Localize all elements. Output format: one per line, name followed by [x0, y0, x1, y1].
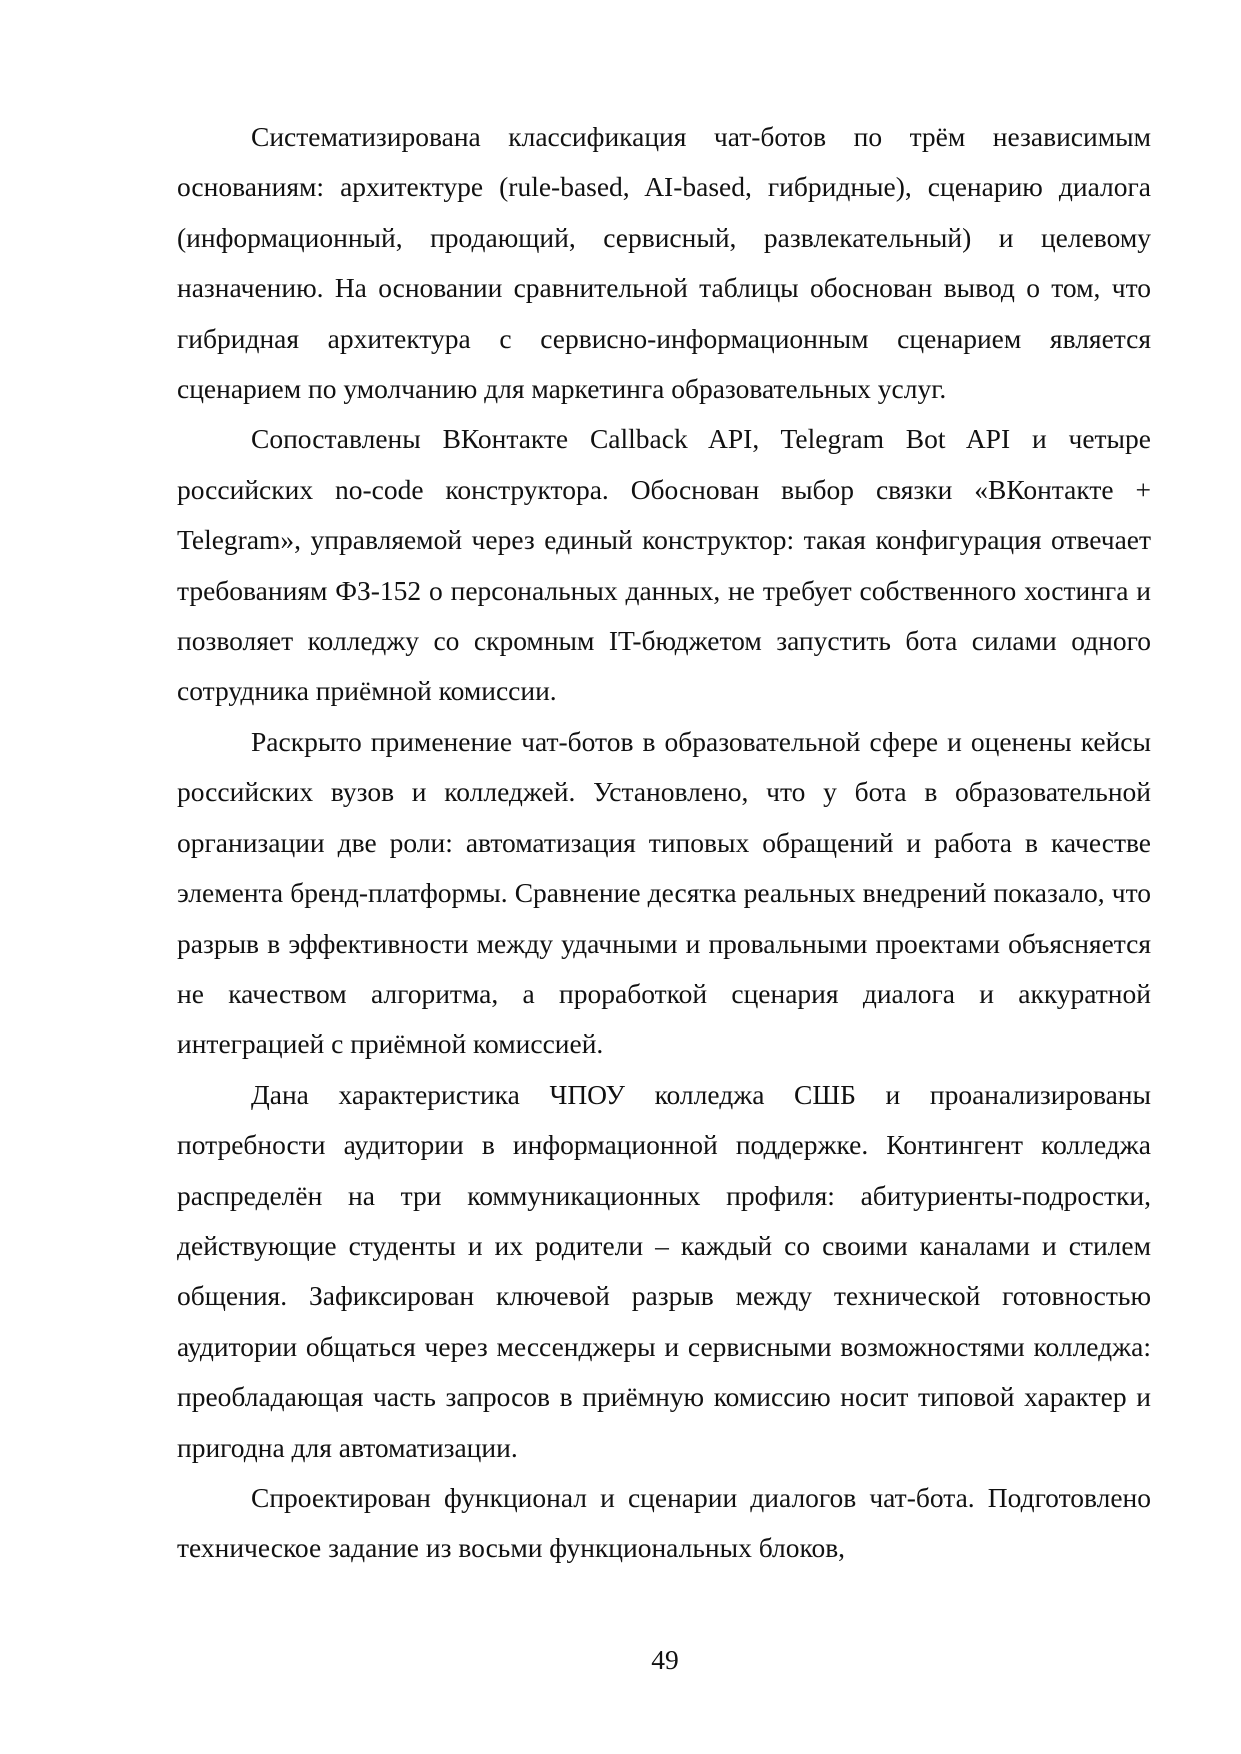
body-text: [177, 112, 1151, 1574]
page-number: 49: [651, 1644, 679, 1675]
paragraph-platforms: Сопоставлены ВКонтакте Callback API, Telegram Bot API и четыре российских no-code конструктора. Обоснован выбор связки «ВКонтакте + Telegram», управляемой через единый конструктор: такая конфигурация отвечает требованиям ФЗ-152 о персональных данных, не требует собственного хостинга и позволяет колледжу со скромным IT-бюджетом запустить бота силами одного сотрудника приёмной комиссии.: [177, 423, 1151, 707]
paragraph-education-cases: Раскрыто применение чат-ботов в образовательной сфере и оценены кейсы российских вузов и колледжей. Установлено, что у бота в образовательной организации две роли: автоматизация типовых обращений и работа в качестве элемента бренд-платформы. Сравнение десятка реальных внедрений показало, что разрыв в эффективности между удачными и провальными проектами объясняется не качеством алгоритма, а проработкой сценария диалога и аккуратной интеграцией с приёмной комиссией.: [177, 725, 1151, 1060]
paragraph-design: Спроектирован функционал и сценарии диалогов чат-бота. Подготовлено техническое задание из восьми функциональных блоков,: [177, 1481, 1151, 1564]
paragraph-college-audience: Дана характеристика ЧПОУ колледжа СШБ и проанализированы потребности аудитории в информационной поддержке. Контингент колледжа распределён на три коммуникационных профиля: абитуриенты-подростки, действующие студенты и их родители – каждый со своими каналами и стилем общения. Зафиксирован ключевой разрыв между технической готовностью аудитории общаться через мессенджеры и сервисными возможностями колледжа: преобладающая часть запросов в приёмную комиссию носит типовой характер и пригодна для автоматизации.: [177, 1078, 1151, 1463]
paragraph-classification: Систематизирована классификация чат-ботов по трём независимым основаниям: архитектуре (rule-based, AI-based, гибридные), сценарию диалога (информационный, продающий, сервисный, развлекательный) и целевому назначению. На основании сравнительной таблицы обоснован вывод о том, что гибридная архитектура с сервисно-информационным сценарием является сценарием по умолчанию для маркетинга образовательных услуг.: [177, 121, 1151, 405]
